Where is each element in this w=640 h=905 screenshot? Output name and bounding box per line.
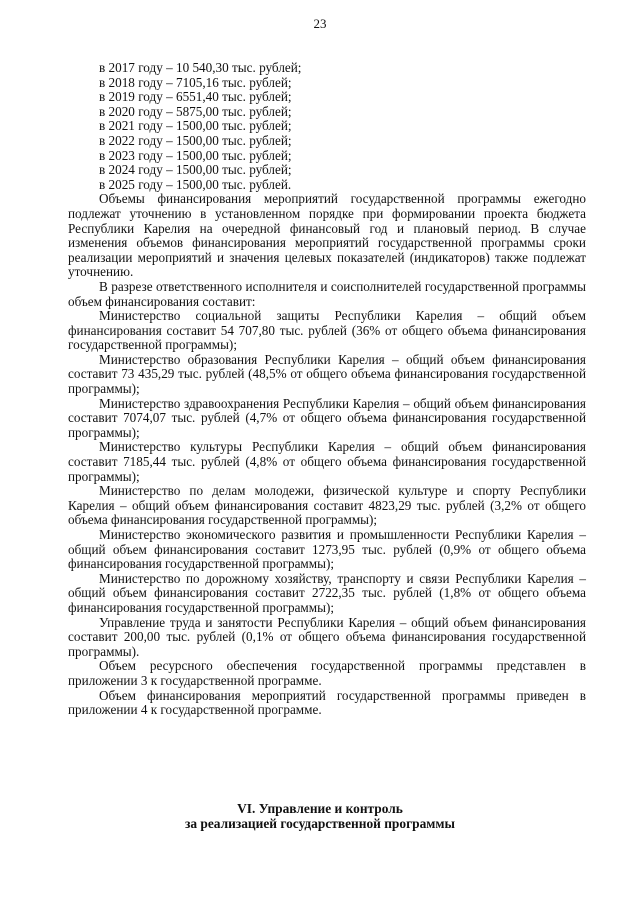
- year-item-2020: в 2020 году – 5875,00 тыс. рублей;: [99, 103, 292, 119]
- paragraph-ministry-education: Министерство образования Республики Карелия – общий объем финансирования составит 73 435,29 тыс. рублей (48,5% от общего объема финансирования государственной программы);: [68, 351, 586, 397]
- paragraph-executors-intro: В разрезе ответственного исполнителя и соисполнителей государственной программы объем финансирования составит:: [68, 278, 586, 309]
- section-heading-line-2: за реализацией государственной программы: [184, 816, 455, 831]
- paragraph-ministry-youth-sport: Министерство по делам молодежи, физической культуре и спорту Республики Карелия – общий объем финансирования составит 4823,29 тыс. рублей (3,2% от общего объема финансирования государственной программы);: [68, 483, 586, 528]
- section-heading-line-1: VI. Управление и контроль: [237, 801, 403, 816]
- year-item-2019: в 2019 году – 6551,40 тыс. рублей;: [99, 89, 292, 105]
- year-item-2025: в 2025 году – 1500,00 тыс. рублей.: [99, 176, 292, 192]
- paragraph-financing-adjustment: Объемы финансирования мероприятий государственной программы ежегодно подлежат уточнению в установленном порядке при формировании проекта бюджета Республики Карелия на очередной финансовый год и плановый период. В случае изменения объемов финансирования мероприятий государственной программы сроки реализации мероприятий и значения целевых показателей (индикаторов) также подлежат уточнению.: [68, 191, 586, 280]
- paragraph-ministry-economic-development: Министерство экономического развития и промышленности Республики Карелия – общий объем финансирования составит 1273,95 тыс. рублей (0,9% от общего объема финансирования государственной программы);: [68, 527, 586, 572]
- paragraph-appendix-4: Объем финансирования мероприятий государственной программы приведен в приложении 4 к государственной программе.: [68, 687, 586, 718]
- paragraph-ministry-health: Министерство здравоохранения Республики Карелия – общий объем финансирования составит 7074,07 тыс. рублей (4,7% от общего объема финансирования государственной программы);: [68, 395, 586, 440]
- paragraph-labor-administration: Управление труда и занятости Республики Карелия – общий объем финансирования составит 200,00 тыс. рублей (0,1% от общего объема финансирования государственной программы).: [68, 614, 586, 659]
- page-number: 23: [313, 16, 327, 31]
- year-item-2021: в 2021 году – 1500,00 тыс. рублей;: [99, 118, 292, 134]
- section-heading: [0, 801, 640, 831]
- paragraph-ministry-roads-transport: Министерство по дорожному хозяйству, транспорту и связи Республики Карелия – общий объем финансирования составит 2722,35 тыс. рублей (1,8% от общего объема финансирования государственной программы);: [68, 570, 586, 615]
- year-item-2024: в 2024 году – 1500,00 тыс. рублей;: [99, 162, 292, 178]
- year-item-2017: в 2017 году – 10 540,30 тыс. рублей;: [99, 60, 302, 75]
- year-item-2022: в 2022 году – 1500,00 тыс. рублей;: [99, 132, 292, 148]
- financing-by-year-list: [68, 61, 586, 192]
- year-item-2018: в 2018 году – 7105,16 тыс. рублей;: [99, 74, 292, 90]
- year-item-2023: в 2023 году – 1500,00 тыс. рублей;: [99, 147, 292, 163]
- paragraph-appendix-3: Объем ресурсного обеспечения государственной программы представлен в приложении 3 к государственной программе.: [68, 658, 586, 688]
- paragraph-ministry-social-protection: Министерство социальной защиты Республики Карелия – общий объем финансирования составит 54 707,80 тыс. рублей (36% от общего объема финансирования государственной программы);: [68, 308, 586, 353]
- document-body: [68, 61, 586, 718]
- paragraph-ministry-culture: Министерство культуры Республики Карелия – общий объем финансирования составит 7185,44 тыс. рублей (4,8% от общего объема финансирования государственной программы);: [68, 439, 586, 484]
